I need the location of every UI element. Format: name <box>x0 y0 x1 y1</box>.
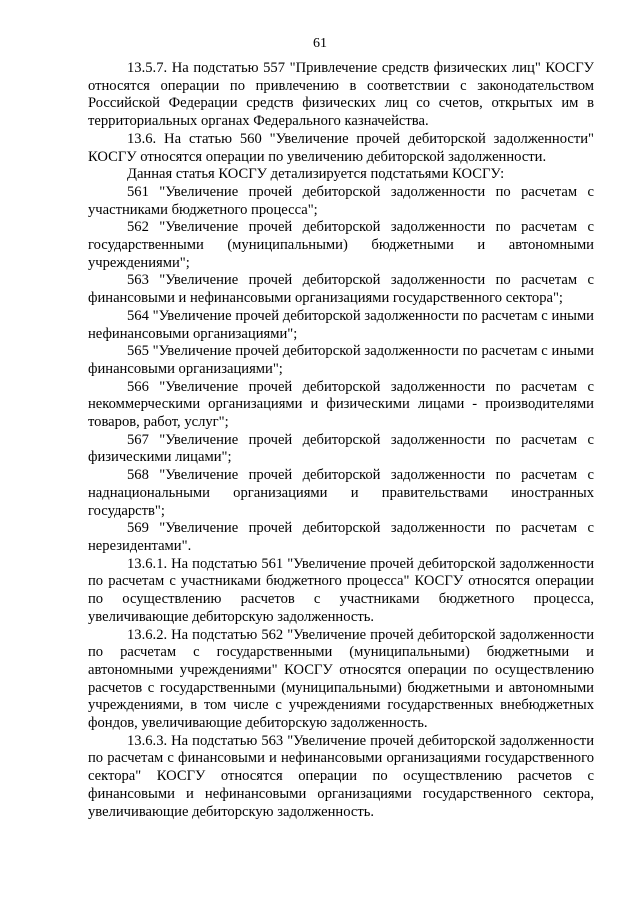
list-item-568: 568 "Увеличение прочей дебиторской задолженности по расчетам с наднациональными организациями и правительствами иностранных государств"; <box>88 467 594 519</box>
list-item-565: 565 "Увеличение прочей дебиторской задолженности по расчетам с иными финансовыми организациями"; <box>88 343 594 377</box>
paragraph-13-6: 13.6. На статью 560 "Увеличение прочей дебиторской задолженности" КОСГУ относятся операции по увеличению дебиторской задолженности. <box>88 130 594 165</box>
paragraph-13-6-1: 13.6.1. На подстатью 561 "Увеличение прочей дебиторской задолженности по расчетам с участниками бюджетного процесса" КОСГУ относятся операции по осуществлению расчетов с участниками бюджетного процесса, увеличивающие дебиторскую задолженность. <box>88 555 594 625</box>
list-item-562: 562 "Увеличение прочей дебиторской задолженности по расчетам с государственными (муниципальными) бюджетными и автономными учреждениями"; <box>88 219 594 271</box>
list-item-563: 563 "Увеличение прочей дебиторской задолженности по расчетам с финансовыми и нефинансовыми организациями государственного сектора"; <box>88 272 594 307</box>
list-item-564: 564 "Увеличение прочей дебиторской задолженности по расчетам с иными нефинансовыми организациями"; <box>88 307 594 342</box>
document-body <box>88 60 594 821</box>
paragraph-subarticles-intro: Данная статья КОСГУ детализируется подстатьями КОСГУ: <box>127 166 505 183</box>
paragraph-13-6-3: 13.6.3. На подстатью 563 "Увеличение прочей дебиторской задолженности по расчетам с финансовыми и нефинансовыми организациями государственного сектора" КОСГУ относятся операции по осуществлению расчетов с финансовыми и нефинансовыми организациями государственного сектора, увеличивающие дебиторскую задолженность. <box>88 732 594 820</box>
list-item-566: 566 "Увеличение прочей дебиторской задолженности по расчетам с некоммерческими организациями и физическими лицами - производителями товаров, работ, услуг"; <box>88 378 594 431</box>
list-item-561: 561 "Увеличение прочей дебиторской задолженности по расчетам с участниками бюджетного процесса"; <box>88 183 594 218</box>
paragraph-13-6-2: 13.6.2. На подстатью 562 "Увеличение прочей дебиторской задолженности по расчетам с государственными (муниципальными) бюджетными и автономными учреждениями" КОСГУ относятся операции по осуществлению расчетов с государственными (муниципальными) бюджетными и автономными учреждениями, в том числе с учреждениями государственных внебюджетных фондов, увеличивающие дебиторскую задолженность. <box>88 626 594 732</box>
page-number: 61 <box>313 36 327 51</box>
paragraph-13-5-7: 13.5.7. На подстатью 557 "Привлечение средств физических лиц" КОСГУ относятся операции по привлечению в соответствии с законодательством Российской Федерации средств физических лиц со счетов, открытых им в территориальных органах Федерального казначейства. <box>88 60 594 130</box>
list-item-567: 567 "Увеличение прочей дебиторской задолженности по расчетам с физическими лицами"; <box>88 431 594 466</box>
list-item-569: 569 "Увеличение прочей дебиторской задолженности по расчетам с нерезидентами". <box>88 520 594 554</box>
